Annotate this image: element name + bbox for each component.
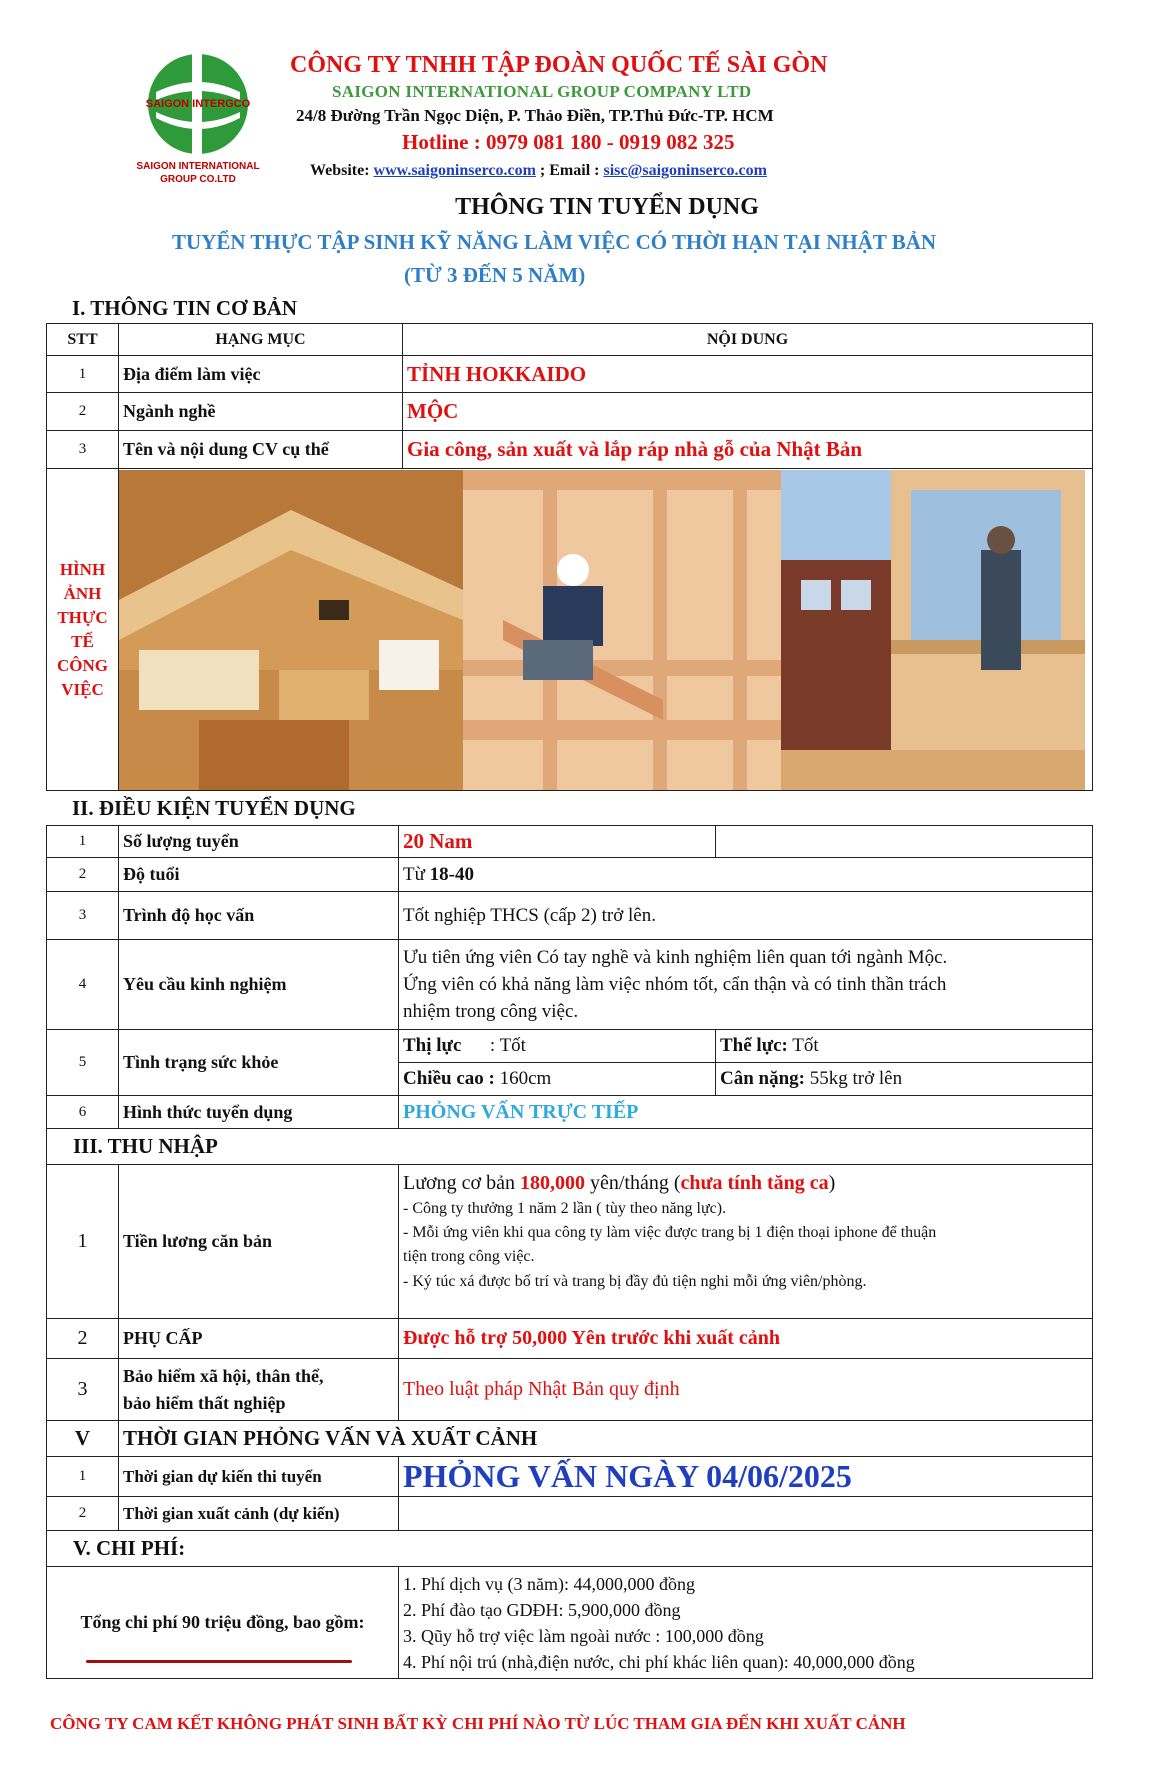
table-header-row: [47, 324, 1093, 356]
section-cost-heading: V. CHI PHÍ:: [47, 1531, 1093, 1567]
height-value: 160cm: [494, 1068, 552, 1089]
section-basic-info-heading: I. THÔNG TIN CƠ BẢN: [72, 296, 298, 320]
table-row: [47, 826, 1093, 858]
section-schedule-heading: THỜI GIAN PHỎNG VẤN VÀ XUẤT CẢNH: [119, 1421, 1093, 1457]
row-stt: 2: [47, 393, 119, 431]
section-conditions-heading: II. ĐIỀU KIỆN TUYỂN DỤNG: [72, 796, 356, 820]
company-logo: [128, 48, 268, 188]
table-row: [47, 431, 1093, 469]
insurance-value: Theo luật pháp Nhật Bản quy định: [399, 1359, 1093, 1421]
row-label: Thời gian xuất cảnh (dự kiến): [119, 1497, 399, 1531]
experience-line: nhiệm trong công việc.: [403, 1001, 579, 1022]
row-label: PHỤ CẤP: [119, 1319, 399, 1359]
table-row: [47, 1096, 1093, 1129]
row-label: Địa điểm làm việc: [119, 356, 403, 393]
total-cost-label: Tổng chi phí 90 triệu đồng, bao gồm:: [47, 1567, 399, 1679]
row-stt: 4: [47, 940, 119, 1030]
cost-item: 2. Phí đào tạo GDĐH: 5,900,000 đồng: [403, 1599, 681, 1620]
section-number: V: [47, 1421, 119, 1457]
recruitment-method: PHỎNG VẤN TRỰC TIẾP: [399, 1096, 1093, 1129]
row-stt: 1: [47, 1165, 119, 1319]
section-row: [47, 1421, 1093, 1457]
hiring-quantity: 20 Nam: [399, 826, 716, 858]
departure-date: [399, 1497, 1093, 1531]
work-location: TỈNH HOKKAIDO: [403, 356, 1093, 393]
weight-label: Cân nặng:: [720, 1068, 805, 1089]
salary-unit: yên/tháng (: [584, 1172, 681, 1194]
website-label: Website:: [310, 162, 370, 179]
photo-row: [47, 469, 1093, 791]
vision-label: Thị lực: [403, 1035, 462, 1056]
row-stt: 2: [47, 1497, 119, 1531]
row-stt: 1: [47, 356, 119, 393]
logo-text: SAIGON INTERGCO: [145, 98, 251, 110]
empty-cell: [716, 826, 1093, 858]
weight-value: 55kg trở lên: [805, 1068, 903, 1089]
row-label: Hình thức tuyển dụng: [119, 1096, 399, 1129]
section-row: [47, 1129, 1093, 1165]
age-prefix: Từ: [403, 863, 430, 885]
col-stt: STT: [47, 324, 119, 356]
row-label: Thời gian dự kiến thi tuyển: [119, 1457, 399, 1497]
table-row: [47, 858, 1093, 892]
row-stt: 5: [47, 1030, 119, 1096]
col-item: HẠNG MỤC: [119, 324, 403, 356]
job-description: Gia công, sản xuất và lắp ráp nhà gỗ của Nhật Bản: [403, 431, 1093, 469]
section-income-heading: III. THU NHẬP: [47, 1129, 1093, 1165]
assembly-photo-icon: [781, 470, 1085, 790]
col-content: NỘI DUNG: [403, 324, 1093, 356]
email-link[interactable]: sisc@saigoninserco.com: [603, 162, 767, 179]
age-range: [399, 858, 1093, 892]
basic-info-table: [46, 323, 1093, 791]
row-label: Yêu cầu kinh nghiệm: [119, 940, 399, 1030]
insurance-label-line: Bảo hiểm xã hội, thân thể,: [123, 1365, 324, 1386]
table-row: [47, 940, 1093, 1030]
logo-subtext: SAIGON INTERNATIONAL GROUP CO.LTD: [136, 161, 260, 185]
fitness-value: Tốt: [787, 1035, 819, 1056]
interview-date: PHỎNG VẤN NGÀY 04/06/2025: [399, 1457, 1093, 1497]
row-stt: 3: [47, 431, 119, 469]
fitness-label: Thể lực:: [720, 1035, 788, 1056]
row-stt: 3: [47, 1359, 119, 1421]
decorative-underline: [86, 1660, 352, 1663]
experience-requirements: [399, 940, 1093, 1030]
cost-breakdown: [399, 1567, 1093, 1679]
vision: [399, 1030, 716, 1063]
company-name-vn: CÔNG TY TNHH TẬP ĐOÀN QUỐC TẾ SÀI GÒN: [290, 52, 828, 78]
interior-photo-icon: [119, 470, 463, 790]
document-duration: (TỪ 3 ĐẾN 5 NĂM): [404, 263, 586, 287]
document-subtitle: TUYỂN THỰC TẬP SINH KỸ NĂNG LÀM VIỆC CÓ THỜI HẠN TẠI NHẬT BẢN: [172, 230, 937, 254]
row-stt: 2: [47, 858, 119, 892]
conditions-table: [46, 825, 1093, 1679]
row-label: Tên và nội dung CV cụ thể: [119, 431, 403, 469]
contact-line: [310, 162, 767, 180]
carpenter-photo-icon: [463, 470, 781, 790]
document-title: THÔNG TIN TUYỂN DỤNG: [455, 194, 759, 220]
row-stt: 1: [47, 826, 119, 858]
salary-prefix: Lương cơ bản: [403, 1172, 520, 1194]
cost-item: 4. Phí nội trú (nhà,điện nước, chi phí khác liên quan): 40,000,000 đồng: [403, 1651, 915, 1672]
experience-line: Ứng viên có khả năng làm việc nhóm tốt, cẩn thận và có tinh thần trách: [403, 974, 947, 995]
job-field: MỘC: [403, 393, 1093, 431]
table-row: [47, 1457, 1093, 1497]
photo-label-text: HÌNH ẢNH THỰC TẾ CÔNG VIỆC: [57, 559, 108, 699]
table-row: [47, 1497, 1093, 1531]
company-address: 24/8 Đường Trần Ngọc Diện, P. Thảo Điền, TP.Thủ Đức-TP. HCM: [296, 106, 774, 125]
salary-close: ): [828, 1172, 836, 1194]
email-label: ; Email :: [535, 162, 600, 179]
row-label: Độ tuổi: [119, 858, 399, 892]
benefit-phone-cont: tiện trong công việc.: [403, 1248, 535, 1265]
salary-details: [399, 1165, 1093, 1319]
benefit-phone: - Mỗi ứng viên khi qua công ty làm việc được trang bị 1 điện thoại iphone để thuận: [403, 1224, 937, 1241]
experience-line: Ưu tiên ứng viên Có tay nghề và kinh nghiệm liên quan tới ngành Mộc.: [403, 947, 948, 968]
vision-value: : Tốt: [461, 1035, 526, 1056]
row-label: [119, 1359, 399, 1421]
fitness: [716, 1030, 1093, 1063]
table-row: [47, 1030, 1093, 1063]
section-row: [47, 1531, 1093, 1567]
height: [399, 1063, 716, 1096]
row-stt: 1: [47, 1457, 119, 1497]
photo-label: [47, 469, 119, 791]
company-name-en: SAIGON INTERNATIONAL GROUP COMPANY LTD: [332, 82, 752, 101]
photo-gallery: [119, 469, 1093, 791]
row-label: Tình trạng sức khỏe: [119, 1030, 399, 1096]
salary-value: 180,000: [519, 1172, 585, 1194]
insurance-label-line: bảo hiểm thất nghiệp: [123, 1392, 286, 1413]
row-label: Số lượng tuyển: [119, 826, 399, 858]
education-level: Tốt nghiệp THCS (cấp 2) trở lên.: [399, 892, 1093, 940]
website-link[interactable]: www.saigoninserco.com: [373, 162, 536, 179]
hotline: Hotline : 0979 081 180 - 0919 082 325: [402, 130, 735, 154]
row-label: Tiền lương căn bản: [119, 1165, 399, 1319]
table-row: [47, 892, 1093, 940]
row-label: Trình độ học vấn: [119, 892, 399, 940]
row-label: Ngành nghề: [119, 393, 403, 431]
weight: [716, 1063, 1093, 1096]
age-value: 18-40: [429, 863, 474, 885]
table-row: [47, 393, 1093, 431]
row-stt: 6: [47, 1096, 119, 1129]
table-row: [47, 356, 1093, 393]
row-stt: 3: [47, 892, 119, 940]
salary-note: chưa tính tăng ca: [680, 1172, 829, 1194]
table-row: [47, 1359, 1093, 1421]
commitment-footer: CÔNG TY CAM KẾT KHÔNG PHÁT SINH BẤT KỲ CHI PHÍ NÀO TỪ LÚC THAM GIA ĐẾN KHI XUẤT CẢNH: [50, 1714, 906, 1733]
cost-item: 1. Phí dịch vụ (3 năm): 44,000,000 đồng: [403, 1573, 695, 1594]
table-row: [47, 1165, 1093, 1319]
benefit-dormitory: - Ký túc xá được bố trí và trang bị đầy đủ tiện nghi mỗi ứng viên/phòng.: [403, 1273, 867, 1290]
letterhead: [0, 0, 1167, 190]
benefit-bonus: - Công ty thưởng 1 năm 2 lần ( tùy theo năng lực).: [403, 1200, 727, 1217]
row-stt: 2: [47, 1319, 119, 1359]
table-row: [47, 1319, 1093, 1359]
cost-item: 3. Qũy hỗ trợ việc làm ngoài nước : 100,000 đồng: [403, 1625, 764, 1646]
height-label: Chiều cao :: [403, 1068, 495, 1089]
allowance: Được hỗ trợ 50,000 Yên trước khi xuất cảnh: [399, 1319, 1093, 1359]
base-salary: [403, 1169, 1088, 1197]
